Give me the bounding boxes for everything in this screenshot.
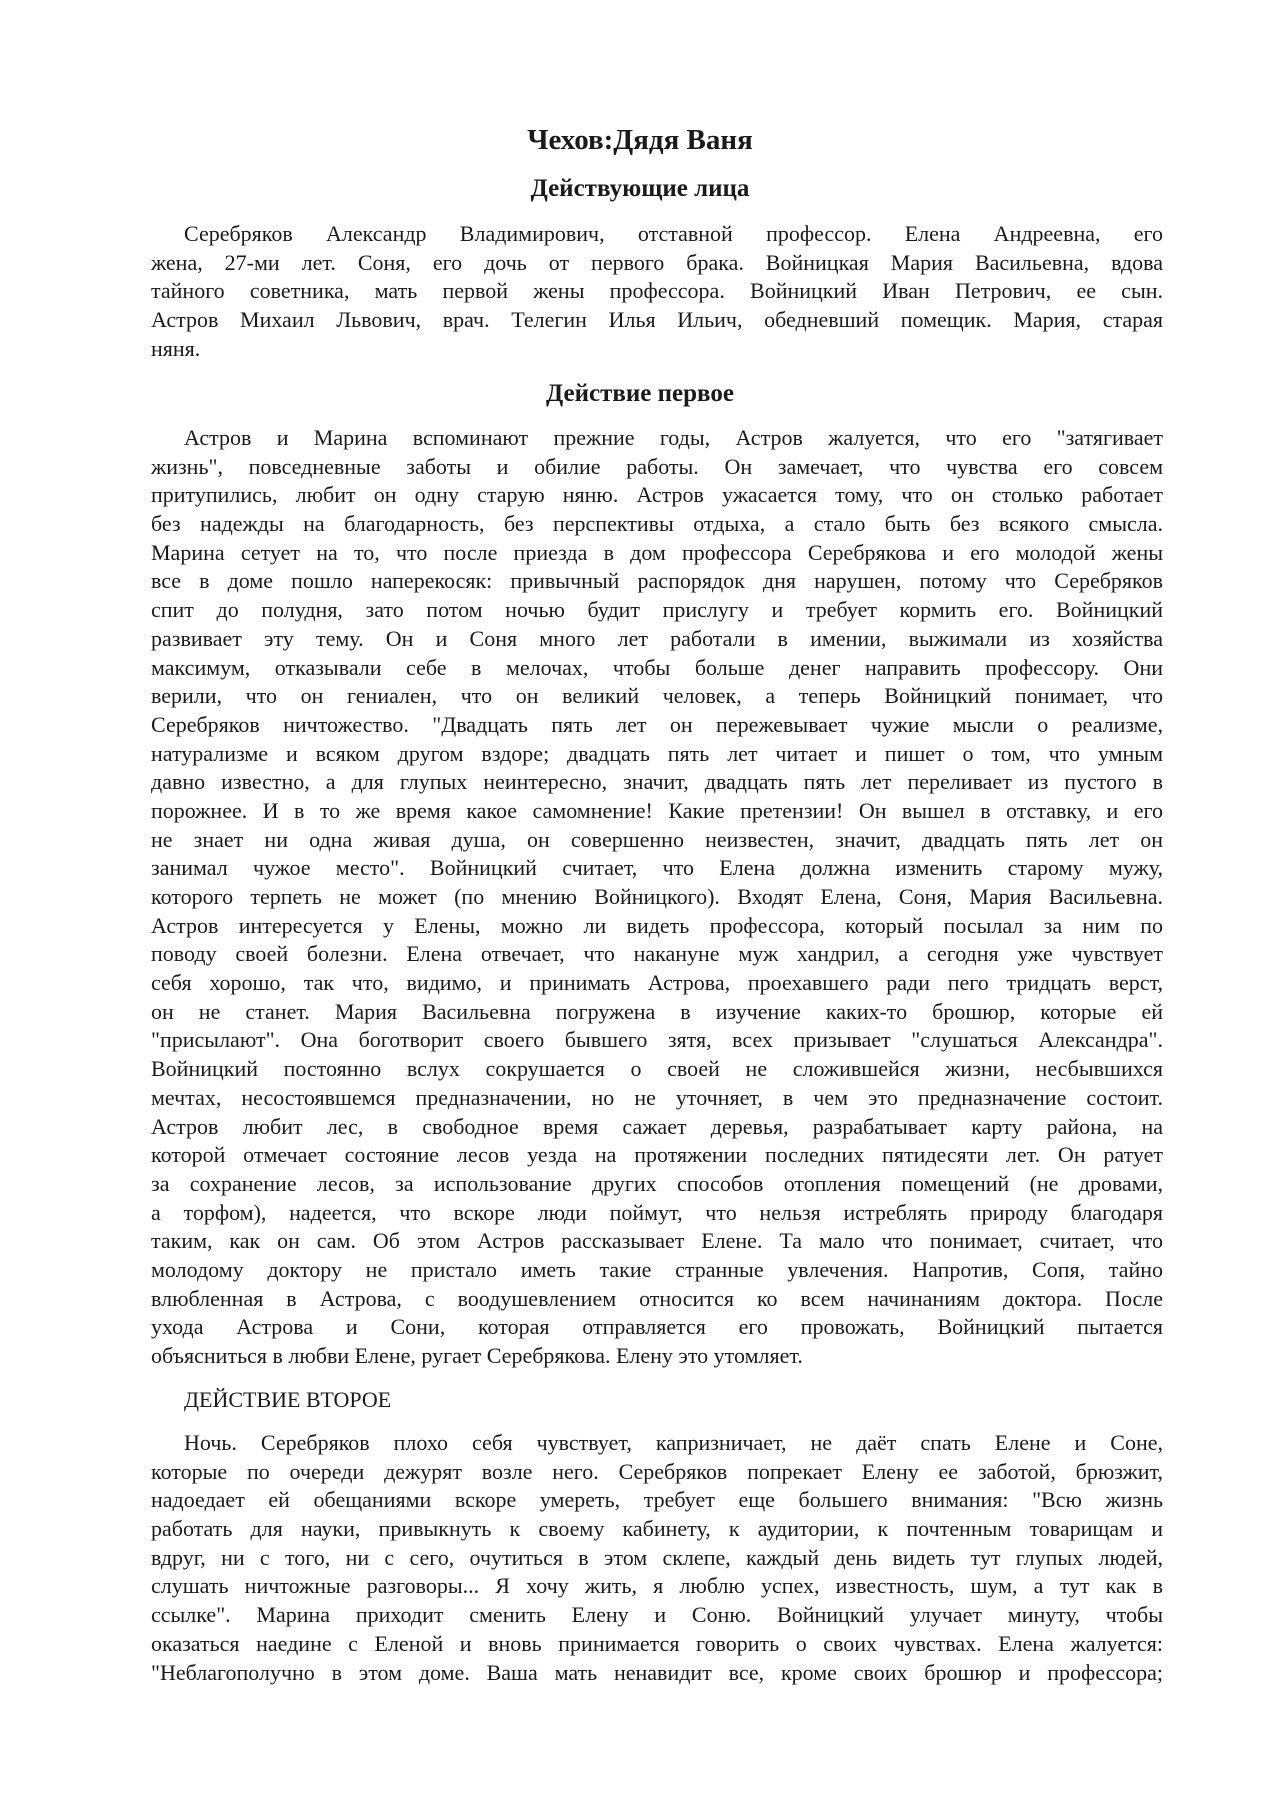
text-line: натурализме и всяком другом вздоре; двадцать пять лет читает и пишет о том, что умным bbox=[151, 740, 1163, 766]
text-line: мечтах, несостоявшемся предназначении, но не уточняет, в чем это предназначение состоит. bbox=[151, 1084, 1163, 1110]
text-line: жизнь", повседневные заботы и обилие работы. Он замечает, что чувства его совсем bbox=[151, 453, 1163, 479]
text-line: которой отмечает состояние лесов уезда на протяжении последних пятидесяти лет. Он ратует bbox=[151, 1142, 1163, 1168]
text-line: поводу своей болезни. Елена отвечает, что накануне муж хандрил, а сегодня уже чувствует bbox=[151, 941, 1163, 967]
act2-paragraph bbox=[151, 1429, 1163, 1687]
text-line: Марина сетует на то, что после приезда в дом профессора Серебрякова и его молодой жены bbox=[151, 539, 1163, 565]
text-line: верили, что он гениален, что он великий человек, а теперь Войницкий понимает, что bbox=[151, 683, 1163, 709]
text-line: вдруг, ни с того, ни с сего, очутиться в этом склепе, каждый день видеть тут глупых людей, bbox=[151, 1544, 1163, 1570]
text-line: оказаться наедине с Еленой и вновь принимается говорить о своих чувствах. Елена жалуется: bbox=[151, 1630, 1163, 1656]
text-line: спит до полудня, зато потом ночью будит прислугу и требует кормить его. Войницкий bbox=[151, 597, 1163, 623]
text-line: не знает ни одна живая душа, он совершенно неизвестен, значит, двадцать пять лет он bbox=[151, 826, 1163, 852]
text-line: ссылке". Марина приходит сменить Елену и Соню. Войницкий улучает минуту, чтобы bbox=[151, 1602, 1163, 1628]
text-line: а торфом), надеется, что вскоре люди поймут, что нельзя истреблять природу благодаря bbox=[151, 1199, 1163, 1225]
text-line: "присылают". Она боготворит своего бывшего зятя, всех призывает "слушаться Александра". bbox=[151, 1027, 1163, 1053]
text-line: максимум, отказывали себе в мелочах, чтобы больше денег направить профессору. Они bbox=[151, 654, 1163, 680]
text-line: "Неблагополучно в этом доме. Ваша мать ненавидит все, кроме своих брошюр и профессора; bbox=[151, 1659, 1163, 1685]
text-line: давно известно, а для глупых неинтересно, значит, двадцать пять лет переливает из пустого в bbox=[151, 769, 1163, 795]
act1-heading: Действие первое bbox=[546, 380, 734, 407]
text-line: няня. bbox=[151, 335, 201, 361]
text-line: Астров любит лес, в свободное время сажает деревья, разрабатывает карту района, на bbox=[151, 1113, 1163, 1139]
text-line: Серебряков ничтожество. "Двадцать пять лет он пережевывает чужие мысли о реализме, bbox=[151, 711, 1163, 737]
text-line: Астров и Марина вспоминают прежние годы, Астров жалуется, что его "затягивает bbox=[184, 425, 1163, 450]
text-line: себя хорошо, так что, видимо, и принимать Астрова, проехавшего ради пего тридцать верст, bbox=[151, 970, 1163, 996]
text-line: Серебряков Александр Владимирович, отставной профессор. Елена Андреевна, его bbox=[184, 221, 1163, 246]
text-line: без надежды на благодарность, без перспективы отдыха, а стало быть без всякого смысла. bbox=[151, 511, 1163, 537]
text-line: которого терпеть не может (по мнению Войницкого). Входят Елена, Соня, Мария Васильевна. bbox=[151, 884, 1163, 909]
act2-heading: ДЕЙСТВИЕ ВТОРОЕ bbox=[184, 1387, 392, 1412]
act1-paragraph bbox=[151, 424, 1163, 1371]
text-line: жена, 27-ми лет. Соня, его дочь от первого брака. Войницкая Мария Васильевна, вдова bbox=[151, 249, 1163, 275]
text-line: Ночь. Серебряков плохо себя чувствует, капризничает, не даёт спать Елене и Соне, bbox=[184, 1430, 1163, 1455]
document-title: Чехов:Дядя Ваня bbox=[527, 124, 753, 156]
cast-paragraph bbox=[151, 220, 1163, 363]
text-line: таким, как он сам. Об этом Астров рассказывает Елене. Та мало что понимает, считает, что bbox=[151, 1228, 1163, 1254]
text-line: ухода Астрова и Сони, которая отправляется его провожать, Войницкий пытается bbox=[151, 1314, 1163, 1340]
text-line: Войницкий постоянно вслух сокрушается о своей не сложившейся жизни, несбывшихся bbox=[151, 1056, 1163, 1082]
text-line: порожнее. И в то же время какое самомнение! Какие претензии! Он вышел в отставку, и его bbox=[151, 797, 1163, 823]
text-line: притупились, любит он одну старую няню. Астров ужасается тому, что он столько работает bbox=[151, 482, 1163, 508]
cast-heading: Действующие лица bbox=[530, 175, 750, 202]
text-line: все в доме пошло наперекосяк: привычный распорядок дня нарушен, потому что Серебряков bbox=[151, 568, 1163, 594]
text-line: объясниться в любви Елене, ругает Серебрякова. Елену это утомляет. bbox=[151, 1343, 803, 1368]
text-line: за сохранение лесов, за использование других способов отопления помещений (не дровами, bbox=[151, 1170, 1163, 1196]
text-line: занимал чужое место". Войницкий считает, что Елена должна изменить старому мужу, bbox=[151, 855, 1163, 881]
text-line: развивает эту тему. Он и Соня много лет работали в имении, выжимали из хозяйства bbox=[151, 625, 1163, 651]
text-line: Астров Михаил Львович, врач. Телегин Илья Ильич, обедневший помещик. Мария, старая bbox=[151, 307, 1163, 333]
text-line: надоедает ей обещаниями вскоре умереть, требует еще большего внимания: "Всю жизнь bbox=[151, 1487, 1163, 1513]
text-line: Астров интересуется у Елены, можно ли видеть профессора, который посылал за ним по bbox=[151, 912, 1163, 938]
text-line: которые по очереди дежурят возле него. Серебряков попрекает Елену ее заботой, брюзжит, bbox=[151, 1458, 1163, 1484]
text-line: влюбленная в Астрова, с воодушевлением относится ко всем начинаниям доктора. После bbox=[151, 1285, 1163, 1311]
text-line: тайного советника, мать первой жены профессора. Войницкий Иван Петрович, ее сын. bbox=[151, 278, 1163, 304]
text-line: слушать ничтожные разговоры... Я хочу жить, я люблю успех, известность, шум, а тут как в bbox=[151, 1573, 1163, 1599]
text-line: работать для науки, привыкнуть к своему кабинету, к аудитории, к почтенным товарищам и bbox=[151, 1516, 1163, 1542]
text-line: молодому доктору не пристало иметь такие странные увлечения. Напротив, Сопя, тайно bbox=[151, 1256, 1163, 1282]
text-line: он не станет. Мария Васильевна погружена в изучение каких-то брошюр, которые ей bbox=[151, 998, 1163, 1024]
